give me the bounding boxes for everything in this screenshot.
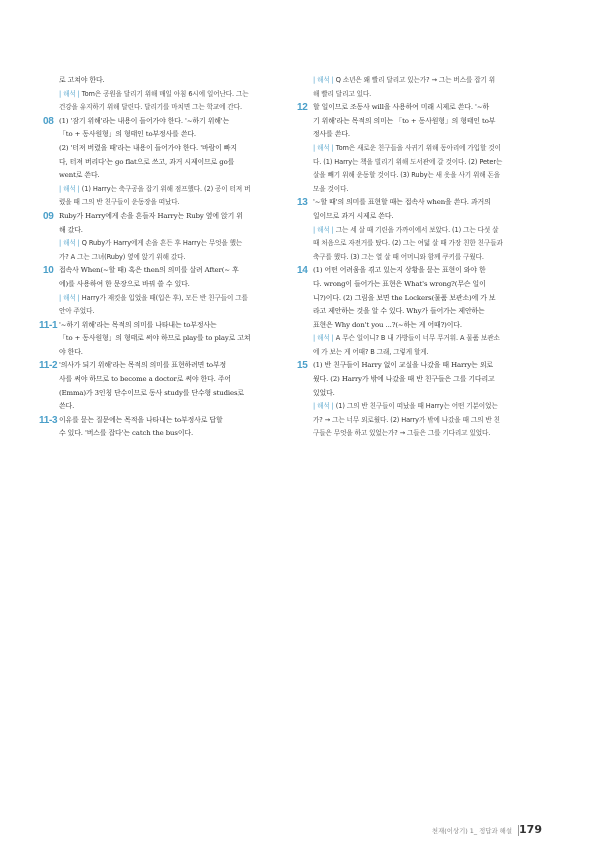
explanation-line	[59, 156, 284, 170]
page-footer	[0, 823, 595, 839]
line-text: Ruby가 Harry에게 손을 흔들자 Harry는 Ruby 옆에 앉기 위	[59, 211, 243, 220]
translation-line	[313, 224, 541, 238]
line-text: 다. (1) Harry는 책을 빌리기 위해 도서관에 갈 것이다. (2) Peter는	[313, 157, 503, 166]
line-text: went로 쓴다.	[59, 171, 100, 180]
line-text: 다. wrong이 들어가는 표현은 What's wrong?(무슨 일이	[313, 279, 486, 288]
line-text: 할 일이므로 조동사 will을 사용하여 미래 시제로 쓴다. '~하	[313, 103, 490, 112]
question-number: 09	[43, 210, 54, 222]
translation-tag: | 해석 |	[313, 225, 334, 234]
line-text: 건강을 유지하기 위해 달린다. 달리기를 마치면 그는 학교에 간다.	[59, 103, 242, 112]
explanation-line	[59, 427, 284, 441]
question-number: 13	[297, 197, 308, 209]
explanation-line	[313, 278, 541, 292]
explanation-line	[43, 115, 284, 129]
explanation-line	[59, 278, 284, 292]
translation-line	[313, 169, 541, 183]
line-text: 웠다. (2) Harry가 밖에 나갔을 때 반 친구들은 그를 기다리고	[313, 375, 495, 384]
line-text: 안아 주었다.	[59, 307, 95, 316]
line-text: (Emma)가 3인칭 단수이므로 동사 study를 단수형 studies로	[59, 388, 244, 397]
line-text: '~하기 위해'라는 목적의 의미를 나타내는 to부정사는	[59, 320, 217, 329]
line-text: Tom은 공원을 달리기 위해 매일 아침 6시에 일어난다. 그는	[81, 89, 249, 98]
question-number: 10	[43, 265, 54, 277]
translation-line	[313, 88, 541, 102]
translation-line	[313, 142, 541, 156]
explanation-line	[59, 224, 284, 238]
line-text: 기 위해'라는 목적의 의미는 「to + 동사원형」의 형태인 to부	[313, 116, 496, 125]
explanation-line	[59, 169, 284, 183]
line-text: Q 소년은 왜 빨리 달리고 있는가? → 그는 버스를 잡기 위	[335, 76, 496, 84]
translation-line	[313, 156, 541, 170]
question-number: 08	[43, 115, 54, 127]
line-text: 살을 빼기 위해 운동할 것이다. (3) Ruby는 새 옷을 사기 위해 돈을	[313, 171, 501, 180]
line-text: (1) 어떤 어려움을 겪고 있는지 상황을 묻는 표현이 와야 한	[313, 266, 486, 275]
explanation-line	[59, 387, 284, 401]
translation-tag: | 해석 |	[59, 239, 80, 248]
translation-line	[313, 414, 541, 428]
explanation-line	[59, 373, 284, 387]
left-column	[39, 74, 284, 441]
translation-tag: | 해석 |	[313, 334, 334, 343]
translation-line	[59, 292, 284, 306]
explanation-line	[297, 196, 541, 210]
line-text: 해 갔다.	[59, 225, 83, 234]
line-text: '~할 때'의 의미를 표현할 때는 접속사 when을 쓴다. 과거의	[313, 198, 491, 207]
line-text: (1) 반 친구들이 Harry 없이 교실을 나갔을 때 Harry는 외로	[313, 361, 493, 370]
line-text: '의사가 되기 위해'라는 목적의 의미를 표현하려면 to부정	[59, 361, 227, 370]
translation-line	[59, 101, 284, 115]
explanation-line	[313, 115, 541, 129]
translation-tag: | 해석 |	[59, 184, 80, 193]
explanation-line	[59, 128, 284, 142]
question-number: 11-3	[39, 414, 58, 426]
line-text: 때 처음으로 자전거를 탔다. (2) 그는 여덟 살 때 가장 친한 친구들과	[313, 239, 503, 248]
translation-tag: | 해석 |	[313, 402, 334, 411]
line-text: 일이므로 과거 시제로 쓴다.	[313, 211, 394, 220]
explanation-line	[297, 101, 541, 115]
line-text: 사를 써야 하므로 to become a doctor로 써야 한다. 주어	[59, 375, 231, 384]
line-text: 쓴다.	[59, 402, 75, 411]
line-text: 로 고쳐야 한다.	[59, 76, 105, 84]
line-text: (2) '터져 버렸을 때'라는 내용이 들어가야 한다. '바람이 빠지	[59, 143, 237, 152]
translation-line	[59, 237, 284, 251]
line-text: 에 가 보는 게 어때? B 그래, 그렇게 할게.	[313, 347, 429, 356]
question-number: 11-1	[39, 319, 58, 331]
line-text: Harry가 재킷을 입었을 때(입은 후), 모든 반 친구들이 그를	[81, 293, 248, 302]
explanation-line	[313, 210, 541, 224]
translation-line	[313, 251, 541, 265]
translation-line	[59, 305, 284, 319]
translation-line	[59, 183, 284, 197]
line-text: (1) '잠기 위해'라는 내용이 들어가야 한다. '~하기 위해'는	[59, 116, 230, 125]
explanation-line	[297, 359, 541, 373]
line-text: 표현은 Why don't you ...?(~하는 게 어때?)이다.	[313, 320, 462, 329]
page-number: 179	[519, 823, 542, 836]
explanation-line	[39, 414, 284, 428]
translation-tag: | 해석 |	[59, 89, 80, 98]
line-text: 그는 세 살 때 기린을 가까이에서 보았다. (1) 그는 다섯 살	[335, 225, 499, 234]
explanation-line	[59, 332, 284, 346]
explanation-line	[39, 359, 284, 373]
line-text: 가? → 그는 너무 외로웠다. (2) Harry가 밖에 나갔을 때 그의 반 친	[313, 415, 500, 424]
line-text: 니?)이다. (2) 그림을 보면 the Lockers(물품 보관소)에 가 보	[313, 293, 496, 302]
translation-tag: | 해석 |	[313, 76, 334, 84]
explanation-line	[59, 142, 284, 156]
explanation-line	[313, 292, 541, 306]
question-number: 11-2	[39, 360, 58, 372]
explanation-line	[313, 128, 541, 142]
explanation-line	[43, 264, 284, 278]
translation-line	[313, 346, 541, 360]
translation-tag: | 해석 |	[313, 143, 334, 152]
line-text: Tom은 새로운 친구들을 사귀기 위해 동아리에 가입할 것이	[335, 143, 501, 152]
line-text: 해 빨리 달리고 있다.	[313, 89, 372, 98]
line-text: 렸을 때 그의 반 친구들이 운동장을 떠났다.	[59, 198, 180, 207]
explanation-line	[59, 346, 284, 360]
question-number: 14	[297, 265, 308, 277]
translation-line	[313, 74, 541, 88]
explanation-line	[297, 264, 541, 278]
translation-line	[313, 400, 541, 414]
line-text: 다, 터져 버리다'는 go flat으로 쓰고, 과거 시제이므로 go를	[59, 157, 235, 166]
footer-book-title: 천재(이상기) 1_ 정답과 해설	[431, 827, 512, 835]
line-text: 정사를 쓴다.	[313, 130, 350, 139]
translation-line	[313, 237, 541, 251]
explanation-line	[39, 319, 284, 333]
question-number: 15	[297, 360, 308, 372]
explanation-line	[313, 319, 541, 333]
line-text: 이유를 묻는 질문에는 목적을 나타내는 to부정사로 답할	[59, 415, 223, 424]
line-text: 「to + 동사원형」의 형태로 써야 하므로 play를 to play로 고쳐	[59, 334, 251, 343]
right-column	[297, 74, 541, 441]
line-text: (1) Harry는 축구공을 잡기 위해 점프했다. (2) 공이 터져 버	[81, 184, 251, 193]
line-text: 있었다.	[313, 388, 335, 397]
explanation-line	[313, 305, 541, 319]
translation-line	[59, 251, 284, 265]
line-text: 가? A 그는 그녀(Ruby) 옆에 앉기 위해 갔다.	[59, 252, 186, 261]
translation-line	[59, 88, 284, 102]
line-text: 모을 것이다.	[313, 184, 349, 193]
translation-line	[313, 332, 541, 346]
line-text: 수 있다. '버스를 잡다'는 catch the bus이다.	[59, 429, 194, 438]
translation-line	[59, 196, 284, 210]
translation-tag: | 해석 |	[59, 293, 80, 302]
line-text: 야 한다.	[59, 347, 83, 356]
line-text: (1) 그의 반 친구들이 떠났을 때 Harry는 어떤 기분이었는	[335, 402, 498, 411]
explanation-line	[313, 373, 541, 387]
explanation-line	[59, 400, 284, 414]
line-text: 라고 제안하는 것을 알 수 있다. Why가 들어가는 제안하는	[313, 307, 485, 316]
line-text: A 무슨 일이니? B 내 가방들이 너무 무거워. A 물품 보관소	[335, 334, 500, 343]
line-text: Q Ruby가 Harry에게 손을 흔든 후 Harry는 무엇을 했는	[81, 239, 243, 248]
translation-line	[313, 183, 541, 197]
question-number: 12	[297, 102, 308, 114]
line-text: 구들은 무엇을 하고 있었는가? → 그들은 그를 기다리고 있었다.	[313, 429, 491, 438]
line-text: 접속사 When(~할 때) 혹은 then의 의미를 살려 After(~ 후	[59, 266, 239, 275]
explanation-line	[59, 74, 284, 88]
translation-line	[313, 427, 541, 441]
explanation-line	[313, 387, 541, 401]
line-text: 에)를 사용하여 한 문장으로 바꿔 쓸 수 있다.	[59, 279, 190, 288]
line-text: 「to + 동사원형」의 형태인 to부정사를 쓴다.	[59, 130, 197, 139]
explanation-line	[43, 210, 284, 224]
line-text: 축구를 했다. (3) 그는 열 살 때 어머니와 함께 쿠키를 구웠다.	[313, 252, 484, 261]
